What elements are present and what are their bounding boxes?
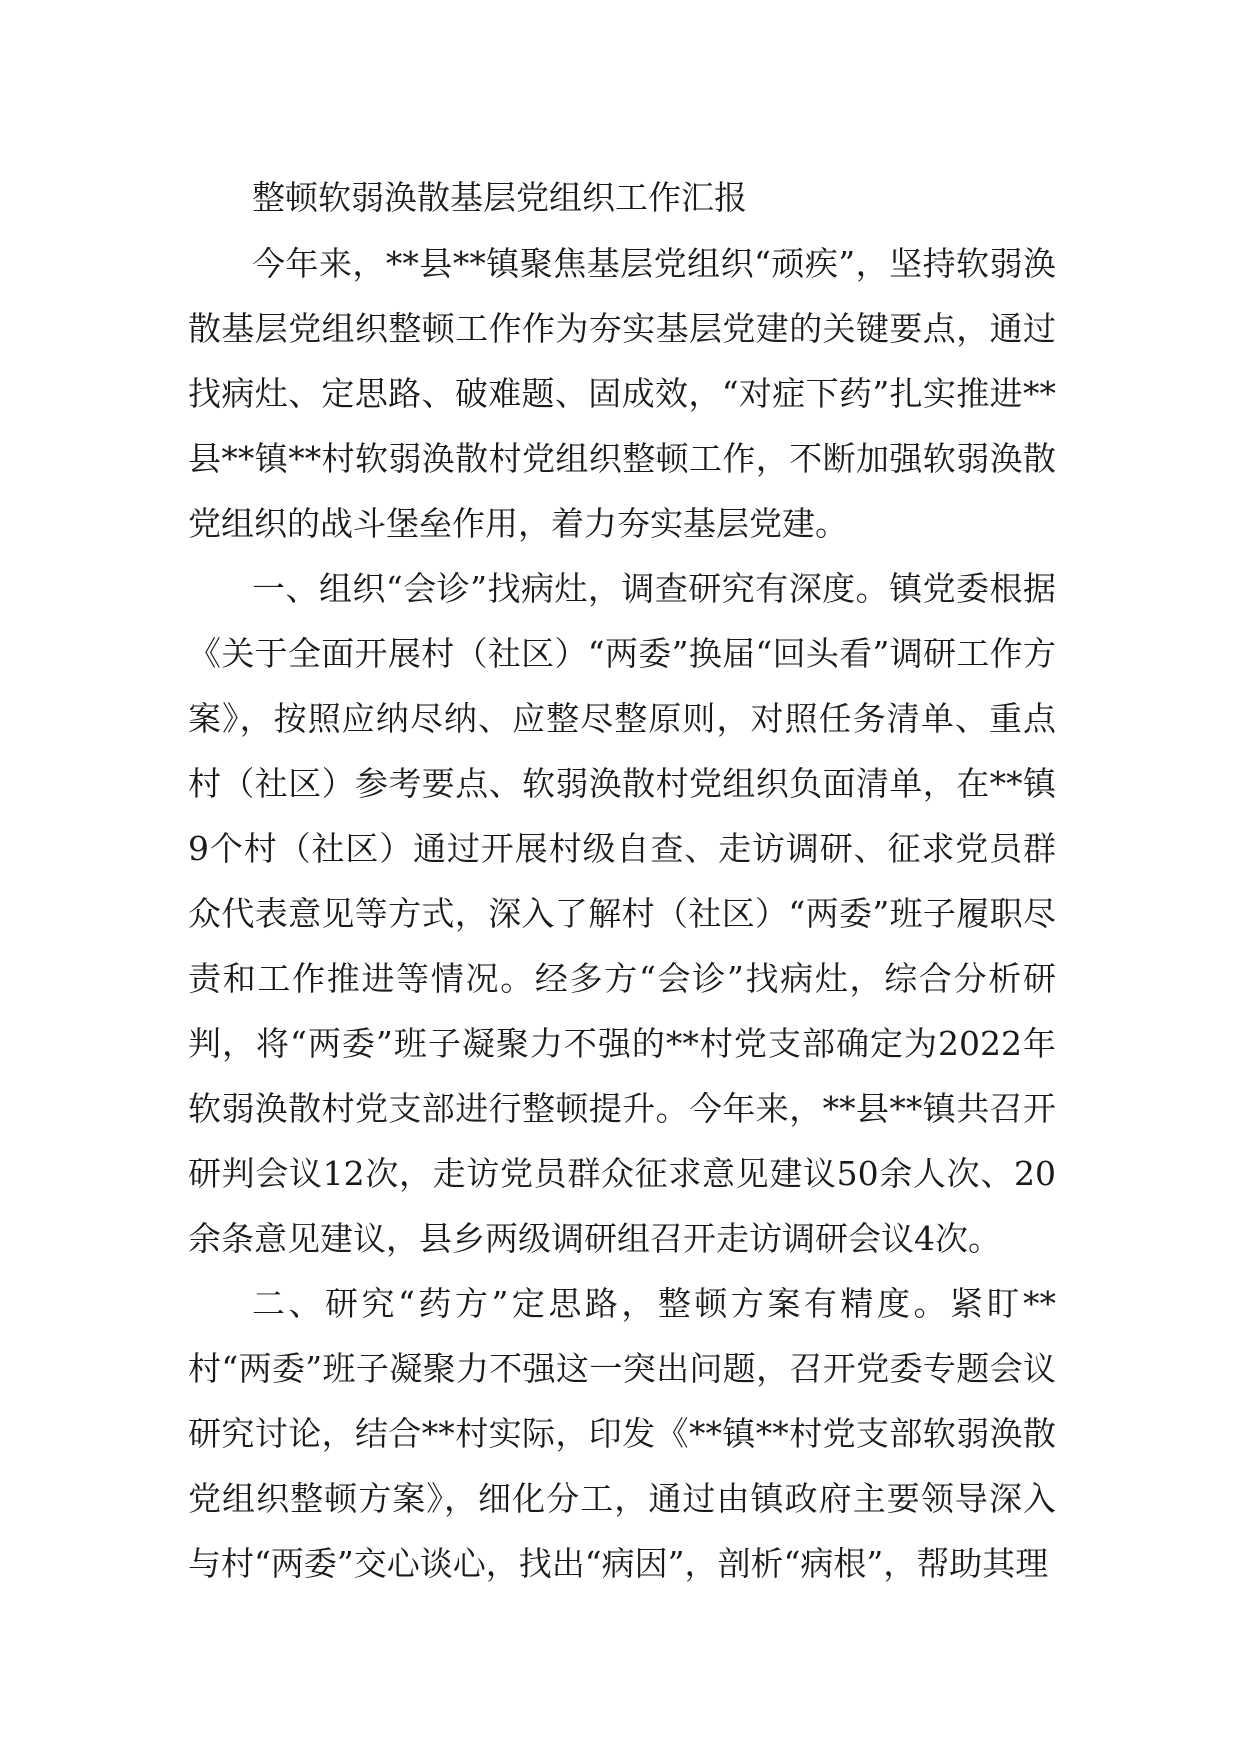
- paragraph-section-one: 一、组织“会诊”找病灶，调查研究有深度。镇党委根据《关于全面开展村（社区）“两委”换届“回头看”调研工作方案》，按照应纳尽纳、应整尽整原则，对照任务清单、重点村（社区）参考要点、软弱涣散村党组织负面清单，在**镇9个村（社区）通过开展村级自查、走访调研、征求党员群众代表意见等方式，深入了解村（社区）“两委”班子履职尽责和工作推进等情况。经多方“会诊”找病灶，综合分析研判，将“两委”班子凝聚力不强的**村党支部确定为2022年软弱涣散村党支部进行整顿提升。今年来，**县**镇共召开研判会议12次，走访党员群众征求意见建议50余人次、20余条意见建议，县乡两级调研组召开走访调研会议4次。: [188, 569, 1056, 1258]
- document-title: 整顿软弱涣散基层党组织工作汇报: [252, 178, 747, 217]
- document-body: [188, 165, 1056, 1596]
- paragraph-section-two: 二、研究“药方”定思路，整顿方案有精度。紧盯**村“两委”班子凝聚力不强这一突出问题，召开党委专题会议研究讨论，结合**村实际，印发《**镇**村党支部软弱涣散党组织整顿方案》，细化分工，通过由镇政府主要领导深入与村“两委”交心谈心，找出“病因”，剖析“病根”，帮助其理: [188, 1284, 1056, 1583]
- paragraph-intro: 今年来，**县**镇聚焦基层党组织“顽疾”，坚持软弱涣散基层党组织整顿工作作为夯实基层党建的关键要点，通过找病灶、定思路、破难题、固成效，“对症下药”扎实推进**县**镇**村软弱涣散村党组织整顿工作，不断加强软弱涣散党组织的战斗堡垒作用，着力夯实基层党建。: [188, 244, 1056, 543]
